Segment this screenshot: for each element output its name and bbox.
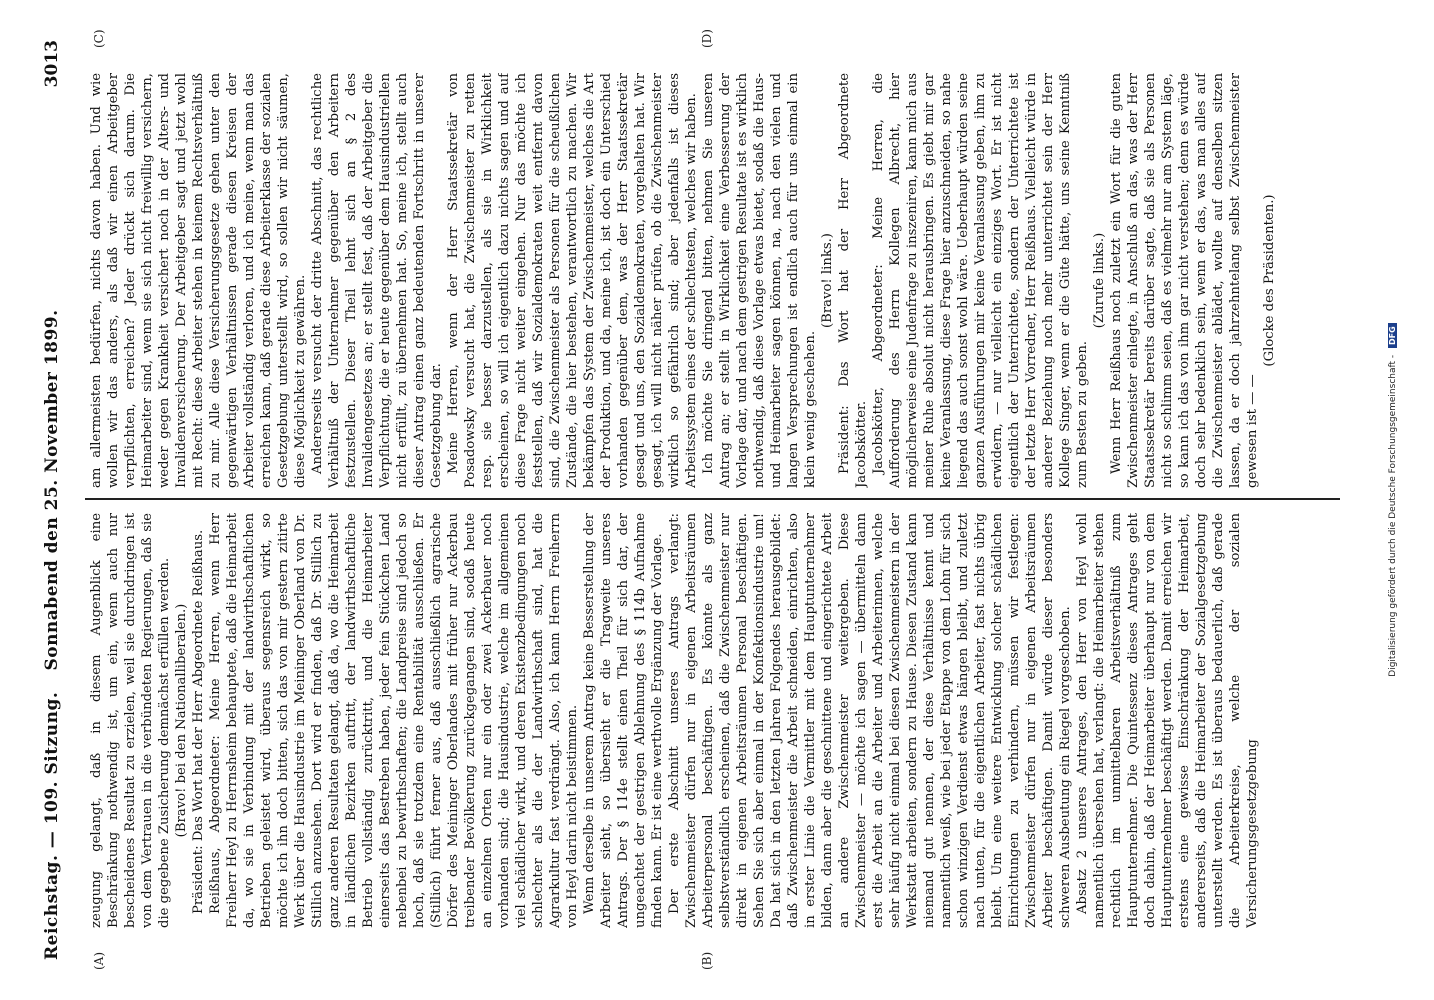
speech-paragraph: Wenn Herr Reißhaus noch zuletzt ein Wort für die guten Zwischenmeister einlegte, in Anschluß an das, was der Herr Staatssekretär bereits darüber sagte, daß sie als Personen nicht so schlimm seien, daß es vielmehr nur am System läge, so kann ich das von ihm gar nicht verstehen; denn es würde doch sehr bedenklich sein, wenn er das, was man alles auf die Zwischenmeister ablädet, wollte auf denselben sitzen lassen, da er doch jahrzehntelang selbst Zwischenmeister gewesen ist — — [1109, 73, 1260, 488]
header-date: Sonnabend den 25. November 1899. [42, 309, 62, 671]
speech-paragraph: Absatz 2 unseres Antrages, den Herr von Heyl wohl namentlich übersehen hat, verlangt: die Heimarbeiter stehen rechtlich im unmittelbaren Arbeitsverhältniß zum Hauptunternehmer. Die Quintessenz dieses Antrages geht doch dahin, daß der Heimarbeiter überhaupt nur von dem Hauptunternehmer beschäftigt werden. Damit erreichen wir erstens eine gewisse Einschränkung der Heimarbeit, andererseits, daß die Heimarbeiter der Sozialgesetzgebung unterstellt werden. Es ist überaus bedauerlich, daß gerade die Arbeiterkreise, welche der sozialen Versicherungsgesetzgebung [1075, 513, 1260, 928]
speech-paragraph: Der erste Abschnitt unseres Antrags verlangt: Zwischenmeister dürfen nur in eigenen Arbeitsräumen Arbeiterpersonal beschäftigen. Es könnte als ganz selbstverständlich erscheinen, daß die Zwischenmeister nur direkt in eigenen Arbeitsräumen Personal beschäftigen. Sehen Sie sich aber einmal in der Konfektionsindustrie um! Da hat sich in den letzten Jahren Folgendes herausgebildet: daß Zwischenmeister die Arbeit schneiden, einrichten, also in erster Linie die Vermittler mit dem Hauptunternehmer bilden, dann aber die geschnittene und eingerichtete Arbeit an andere Zwischenmeister weitergeben. Diese Zwischenmeister — möchte ich sagen — übermitteln dann erst die Arbeit an die Arbeiter und Arbeiterinnen, welche sehr häufig nicht einmal bei diesen Zwischenmeistern in der Werkstatt arbeiten, sondern zu Hause. Diesen Zustand kann niemand gut nennen, der diese Verhältnisse kennt und namentlich weiß, wie bei jeder Etappe von dem Lohn für sich schon winzigen Verdienst etwas hängen bleibt, und zuletzt nach unten, für die eigentlichen Arbeiter, fast nichts übrig bleibt. Um eine weitere Entwicklung solcher schädlichen Einrichtungen zu verhindern, müssen wir festlegen: Zwischenmeister dürfen nur in eigenen Arbeitsräumen Arbeiter beschäftigen. Damit würde dieser besonders schweren Ausbeutung ein Riegel vorgeschoben. [667, 513, 1073, 928]
speech-paragraph: Reißhaus, Abgeordneter: Meine Herren, wenn Herr Freiherr Heyl zu Herrnsheim behauptete, daß die Heimarbeit da, wo sie in Verbindung mit der landwirthschaftlichen Betrieben geleistet wird, überaus segensreich wirkt, so möchte ich ihn doch bitten, sich das von mir gestern zitirte Werk über die Hausindustrie im Meininger Oberland von Dr. Stillich anzusehen. Dort wird er finden, daß Dr. Stillich zu ganz anderen Resultaten gelangt, daß da, wo die Heimarbeit in ländlichen Bezirken auftritt, der landwirthschaftliche Betrieb vollständig zurücktritt, und die Heimarbeiter einerseits das Bestreben haben, jeder fein Stückchen Land nebenbei zu bewirthschaften; die Landpreise sind jedoch so hoch, daß sie trotzdem eine Rentabilität ausschließen. Er (Stillich) führt ferner aus, daß ausschließlich agrarische Dörfer des Meininger Oberlandes mit früher nur Ackerbau treibender Bevölkerung zurückgegangen sind, sodaß heute an einzelnen Orten nur ein oder zwei Ackerbauer noch vorhanden sind; die Hausindustrie, welche im allgemeinen viel schädlicher wirkt, und deren Existenzbedingungen noch schlechter als die der Landwirthschaft sind, hat die Agrarkultur fast verdrängt. Also, ich kann Herrn Freiherrn von Heyl darin nicht beistimmen. [208, 513, 580, 928]
speech-paragraph: Jacobskötter, Abgeordneter: Meine Herren, die Aufforderung des Herrn Kollegen Albrecht, hier möglicherweise eine Judenfrage zu inszeniren, kann mich aus meiner Ruhe absolut nicht herausbringen. Es giebt mir gar keine Veranlassung, diese Frage hier anzuschneiden, so nahe liegend das auch sonst wohl wäre. Ueberhaupt würden seine ganzen Ausführungen mir keine Veranlassung geben, ihm zu erwidern, — nur vielleicht ein einziges Wort. Er ist nicht eigentlich der Unterrichtete, sondern der Unterrichtete ist der letzte Herr Vorredner, Herr Reißhaus. Vielleicht würde in anderer Beziehung noch mehr unterrichtet sein der Herr Kollege Singer, wenn er die Güte hätte, uns seine Kenntniß zum Besten zu geben. [871, 73, 1090, 488]
speaker-announcement: Präsident: Das Wort hat der Herr Abgeordnete Jacobskötter. [837, 73, 869, 488]
page-number: 3013 [42, 40, 62, 88]
dfg-logo: DFG [1388, 323, 1397, 348]
margin-marker-b: (B) [700, 951, 714, 970]
digitization-credit [1388, 0, 1398, 1000]
speech-paragraph: Andererseits versucht der dritte Abschnitt, das rechtliche Verhältniß der Unternehmer gegenüber den Arbeitern festzustellen. Dieser Theil lehnt sich an § 2 des Invalidengesetzes an; er stellt fest, daß der Arbeitgeber die Verpflichtung, die er heute gegenüber dem Hausindustriellen nicht erfüllt, zu übernehmen hat. So, meine ich, stellt auch dieser Antrag einen ganz bedeutenden Fortschritt in unserer Gesetzgebung dar. [310, 73, 444, 488]
left-column [88, 513, 1338, 928]
margin-marker-d: (D) [700, 29, 714, 48]
column-divider [85, 498, 1340, 500]
interjection: (Bravo! links.) [820, 233, 835, 328]
credit-text: Digitalisierung gefördert durch die Deutsche Forschungsgemeinschaft - [1388, 354, 1398, 677]
speech-paragraph: am allermeisten bedürfen, nichts davon haben. Und wie wollen wir das anders, als daß wir einen Arbeitgeber verpflichten, erreichen? Jeder drückt sich darum. Die Heimarbeiter sind, wenn sie sich nicht freiwillig versichern, weder gegen Krankheit versichert noch in der Alters- und Invalidenversicherung. Der Arbeitgeber sagt und jetzt wohl mit Recht: diese Arbeiter stehen in keinem Rechtsverhältniß zu mir. Alle diese Versicherungsgesetze gehen unter den gegenwärtigen Verhältnissen gerade diesen Kreisen der Arbeiter vollständig verloren, und ich meine, wenn man das erreichen kann, daß gerade diese Arbeiterklasse der sozialen Gesetzgebung unterstellt wird, so sollen wir nicht säumen, diese Möglichkeit zu gewähren. [89, 73, 308, 488]
speech-paragraph: Ich möchte Sie dringend bitten, nehmen Sie unseren Antrag an; er stellt in Wirklichkeit eine Verbesserung der Vorlage dar, und nach dem gestrigen Resultate ist es wirklich nothwendig, daß diese Vorlage etwas bietet, sodaß die Haus- und Heimarbeiter sagen können, na, nach den vielen und langen Versprechungen ist endlich auch für uns einmal ein klein wenig geschehen. [701, 73, 818, 488]
margin-marker-c: (C) [92, 29, 106, 48]
interjection: (Zurufe links.) [1092, 232, 1107, 329]
interjection: (Bravo! bei den Nationalliberalen.) [174, 603, 189, 838]
paragraph: zeugung gelangt, daß in diesem Augenblick eine Beschränkung nothwendig ist, um ein, wenn auch nur bescheidenes Resultat zu erzielen, weil sie durchdringen ist von dem Vertrauen in die verbündeten Regierungen, daß sie die gegebene Zusicherung demnächst erfüllen werden. [89, 513, 172, 928]
speaker-announcement: Präsident: Das Wort hat der Herr Abgeordnete Reißhaus. [191, 529, 206, 914]
speech-paragraph: Meine Herren, wenn der Herr Staatssekretär von Posadowsky versucht hat, die Zwischenmeister zu retten resp. sie besser darzustellen, als sie in Wirklichkeit erscheinen, so will ich eigentlich dazu nichts sagen und auf diese Frage nicht weiter eingehen. Nur das möchte ich feststellen, daß wir Sozialdemokraten weit entfernt davon sind, die Zwischenmeister als Personen für die scheußlichen Zustände, die hier bestehen, verantwortlich zu machen. Wir bekämpfen das System der Zwischenmeister, welches die Art der Produktion, und da, meine ich, ist doch ein Unterschied vorhanden gegenüber dem, was der Herr Staatssekretär gesagt und uns, den Sozialdemokraten, vorgehalten hat. Wir gesagt, ich will nicht näher prüfen, ob die Zwischenmeister wirklich so gefährlich sind; aber jedenfalls ist dieses Arbeitssystem eines der schlechtesten, welches wir haben. [446, 73, 699, 488]
right-column [88, 73, 1338, 488]
interjection: (Glocke des Präsidenten.) [1262, 194, 1277, 367]
speech-paragraph: Wenn derselbe in unserem Antrag keine Besserstellung der Arbeiter sieht, so übersieht er die Tragweite unseres Antrags. Der § 114e stellt einen Theil für sich dar, der ungeachtet der gestrigen Ablehnung des § 114b Aufnahme finden kann. Er ist eine werthvolle Ergänzung der Vorlage. [582, 513, 665, 928]
margin-marker-a: (A) [92, 951, 106, 970]
header-session: Reichstag. — 109. Sitzung. [42, 691, 62, 960]
page-header [36, 40, 76, 960]
